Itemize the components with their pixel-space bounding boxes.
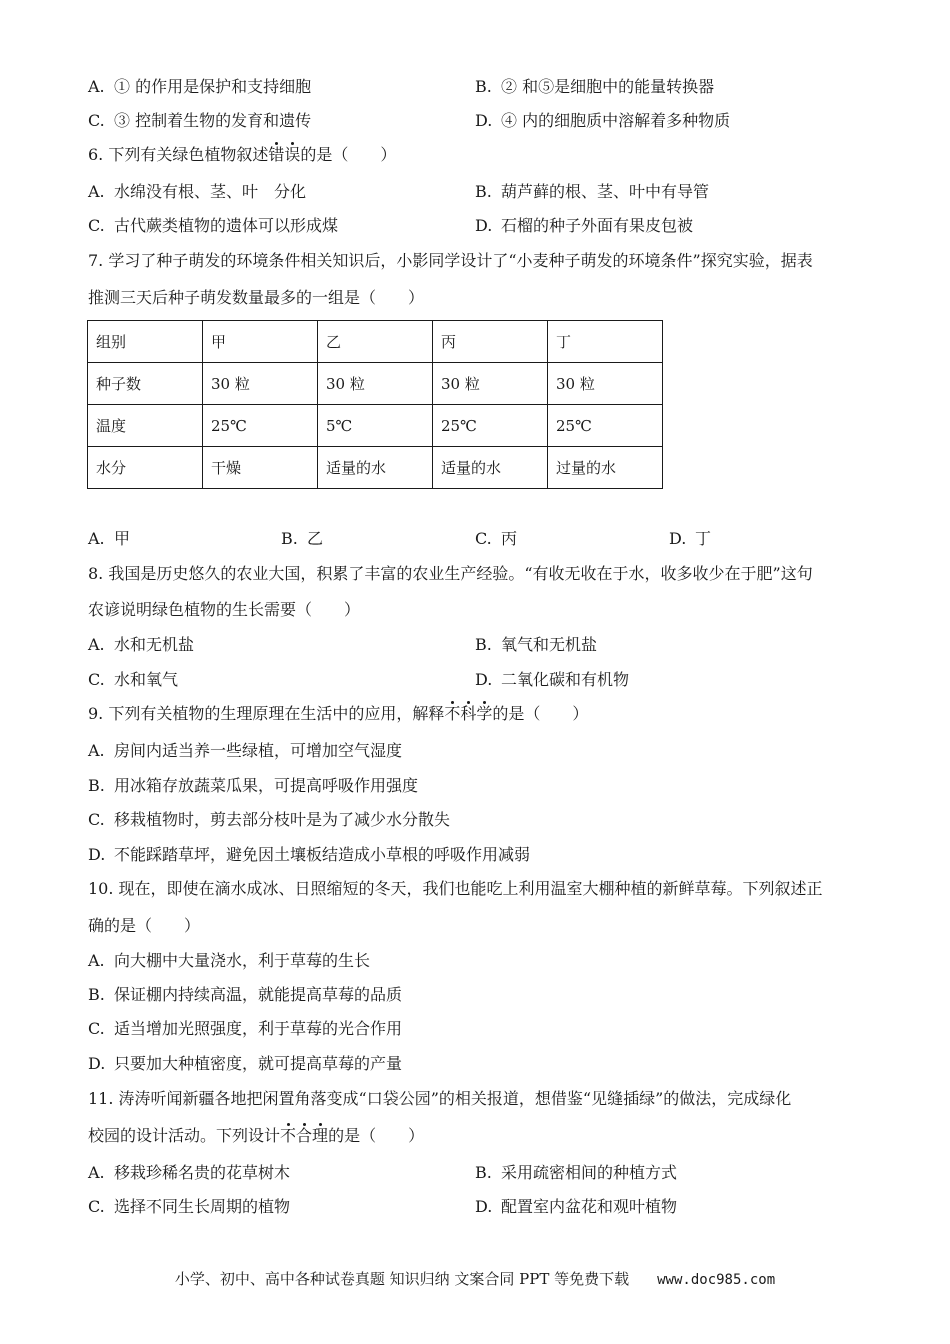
- option-text: 氧气和无机盐: [501, 635, 598, 654]
- table-row: [88, 447, 663, 489]
- option-letter: B.: [475, 182, 492, 201]
- option-letter: C.: [475, 529, 492, 548]
- option-text: 二氧化碳和有机物: [501, 670, 630, 689]
- option-text: ② 和⑤是细胞中的能量转换器: [501, 77, 715, 96]
- table-row: [88, 321, 663, 363]
- question-6-stem: [88, 145, 396, 165]
- q6-option-a: [88, 182, 306, 202]
- question-11-stem-line-1: 11. 涛涛听闻新疆各地把闲置角落变成“口袋公园”的相关报道，想借鉴“见缝插绿”的做法，完成绿化: [88, 1089, 792, 1108]
- emphasis-char: 误: [284, 145, 301, 164]
- option-text: 选择不同生长周期的植物: [114, 1197, 291, 1216]
- q8-option-b: [475, 635, 597, 655]
- footer-site-link[interactable]: www.doc985.com: [657, 1272, 776, 1288]
- option-text: 石榴的种子外面有果皮包被: [501, 216, 694, 235]
- emphasis-char: 合: [296, 1126, 313, 1145]
- option-letter: D.: [475, 111, 493, 130]
- option-letter: A.: [88, 741, 105, 760]
- question-7-stem-line-2: 推测三天后种子萌发数量最多的一组是（ ）: [88, 288, 425, 307]
- q11-option-a: [88, 1163, 290, 1183]
- option-letter: D.: [475, 1197, 493, 1216]
- q7-option-b: [281, 529, 323, 549]
- option-text: ① 的作用是保护和支持细胞: [114, 77, 312, 96]
- table-cell: 5℃: [318, 405, 433, 447]
- option-text: 水和无机盐: [114, 635, 195, 654]
- option-letter: B.: [475, 635, 492, 654]
- option-text: ④ 内的细胞质中溶解着多种物质: [501, 111, 731, 130]
- option-letter: A.: [88, 635, 105, 654]
- question-8-stem-line-2: 农谚说明绿色植物的生长需要（ ）: [88, 600, 361, 619]
- question-9-stem: [88, 704, 588, 724]
- q5-option-a: [88, 77, 311, 97]
- table-cell: 乙: [318, 321, 433, 363]
- page-footer: [0, 1268, 950, 1289]
- option-letter: C.: [88, 216, 105, 235]
- footer-text: 小学、初中、高中各种试卷真题 知识归纳 文案合同 PPT 等免费下载: [174, 1270, 630, 1288]
- question-10-stem-line-1: 10. 现在，即使在滴水成冰、日照缩短的冬天，我们也能吃上利用温室大棚种植的新鲜草莓。下列叙述正: [88, 879, 823, 898]
- emphasis-char: 学: [476, 704, 493, 723]
- stem-text: 的是（ ）: [300, 145, 397, 164]
- option-text: 丙: [501, 529, 518, 548]
- table-cell: 30 粒: [203, 363, 318, 405]
- option-text: 适当增加光照强度，利于草莓的光合作用: [114, 1019, 403, 1038]
- table-cell: 水分: [88, 447, 203, 489]
- option-letter: B.: [281, 529, 298, 548]
- option-letter: A.: [88, 1163, 105, 1182]
- option-text: 乙: [307, 529, 324, 548]
- q9-option-d: [88, 845, 530, 865]
- stem-text: 校园的设计活动。下列设计: [88, 1126, 281, 1145]
- stem-text: 的是（ ）: [492, 704, 589, 723]
- table-cell: 适量的水: [318, 447, 433, 489]
- q8-option-a: [88, 635, 194, 655]
- table-cell: 干燥: [203, 447, 318, 489]
- stem-text: 6. 下列有关绿色植物叙述: [88, 145, 269, 164]
- question-10-stem-line-2: 确的是（ ）: [88, 916, 201, 935]
- option-letter: C.: [88, 810, 105, 829]
- table-cell: 25℃: [548, 405, 663, 447]
- q9-option-b: [88, 776, 418, 796]
- seed-germination-table: [87, 320, 663, 489]
- option-text: 水和氧气: [114, 670, 179, 689]
- option-text: 丁: [695, 529, 712, 548]
- option-letter: D.: [475, 670, 493, 689]
- option-letter: C.: [88, 1019, 105, 1038]
- option-text: 甲: [114, 529, 131, 548]
- question-7-stem-line-1: 7. 学习了种子萌发的环境条件相关知识后，小影同学设计了“小麦种子萌发的环境条件”探究实验，据表: [88, 251, 813, 270]
- option-text: 移栽珍稀名贵的花草树木: [114, 1163, 291, 1182]
- q8-option-c: [88, 670, 178, 690]
- stem-text: 的是（ ）: [328, 1126, 425, 1145]
- option-letter: B.: [475, 1163, 492, 1182]
- table-row: [88, 363, 663, 405]
- q5-option-d: [475, 111, 730, 131]
- q11-option-c: [88, 1197, 290, 1217]
- q6-option-c: [88, 216, 338, 236]
- emphasis-char: 错: [268, 145, 285, 164]
- table-cell: 丁: [548, 321, 663, 363]
- table-cell: 过量的水: [548, 447, 663, 489]
- q10-option-c: [88, 1019, 402, 1039]
- table-cell: 25℃: [433, 405, 548, 447]
- option-text: 配置室内盆花和观叶植物: [501, 1197, 678, 1216]
- q9-option-c: [88, 810, 450, 830]
- option-letter: B.: [475, 77, 492, 96]
- q11-option-d: [475, 1197, 677, 1217]
- q5-option-b: [475, 77, 714, 97]
- table-cell: 组别: [88, 321, 203, 363]
- option-text: 用冰箱存放蔬菜瓜果，可提高呼吸作用强度: [114, 776, 419, 795]
- option-letter: D.: [88, 845, 106, 864]
- q11-option-b: [475, 1163, 677, 1183]
- q10-option-a: [88, 951, 370, 971]
- q6-option-d: [475, 216, 693, 236]
- option-letter: D.: [475, 216, 493, 235]
- option-text: 只要加大种植密度，就可提高草莓的产量: [114, 1054, 403, 1073]
- option-letter: A.: [88, 182, 105, 201]
- table-cell: 30 粒: [433, 363, 548, 405]
- q9-option-a: [88, 741, 402, 761]
- emphasis-char: 科: [460, 704, 477, 723]
- q6-option-b: [475, 182, 709, 202]
- option-text: 采用疏密相间的种植方式: [501, 1163, 678, 1182]
- q7-option-d: [669, 529, 711, 549]
- q10-option-b: [88, 985, 402, 1005]
- q5-option-c: [88, 111, 311, 131]
- q7-option-a: [88, 529, 130, 549]
- table-cell: 25℃: [203, 405, 318, 447]
- option-text: 房间内适当养一些绿植，可增加空气湿度: [114, 741, 403, 760]
- option-text: 葫芦藓的根、茎、叶中有导管: [501, 182, 710, 201]
- option-letter: B.: [88, 776, 105, 795]
- table-cell: 适量的水: [433, 447, 548, 489]
- option-text: 保证棚内持续高温，就能提高草莓的品质: [114, 985, 403, 1004]
- q7-option-c: [475, 529, 517, 549]
- emphasis-char: 不: [444, 704, 461, 723]
- table-row: [88, 405, 663, 447]
- table-cell: 甲: [203, 321, 318, 363]
- option-letter: A.: [88, 951, 105, 970]
- table-cell: 30 粒: [318, 363, 433, 405]
- option-text: 移栽植物时，剪去部分枝叶是为了减少水分散失: [114, 810, 451, 829]
- table-cell: 温度: [88, 405, 203, 447]
- question-8-stem-line-1: 8. 我国是历史悠久的农业大国，积累了丰富的农业生产经验。“有收无收在于水，收多收少在于肥”这句: [88, 564, 813, 583]
- stem-text: 9. 下列有关植物的生理原理在生活中的应用，解释: [88, 704, 445, 723]
- option-text: 向大棚中大量浇水，利于草莓的生长: [114, 951, 371, 970]
- option-letter: C.: [88, 1197, 105, 1216]
- option-letter: A.: [88, 77, 105, 96]
- option-text: 古代蕨类植物的遗体可以形成煤: [114, 216, 339, 235]
- option-letter: A.: [88, 529, 105, 548]
- table-cell: 30 粒: [548, 363, 663, 405]
- q10-option-d: [88, 1054, 402, 1074]
- option-text: 不能踩踏草坪，避免因土壤板结造成小草根的呼吸作用减弱: [114, 845, 531, 864]
- emphasis-char: 不: [280, 1126, 297, 1145]
- option-letter: C.: [88, 111, 105, 130]
- table-cell: 丙: [433, 321, 548, 363]
- option-text: ③ 控制着生物的发育和遗传: [114, 111, 312, 130]
- option-letter: D.: [88, 1054, 106, 1073]
- option-letter: D.: [669, 529, 687, 548]
- q8-option-d: [475, 670, 629, 690]
- option-letter: C.: [88, 670, 105, 689]
- table-cell: 种子数: [88, 363, 203, 405]
- option-text: 水绵没有根、茎、叶 分化: [114, 182, 307, 201]
- emphasis-char: 理: [312, 1126, 329, 1145]
- question-11-stem-line-2: [88, 1126, 424, 1146]
- option-letter: B.: [88, 985, 105, 1004]
